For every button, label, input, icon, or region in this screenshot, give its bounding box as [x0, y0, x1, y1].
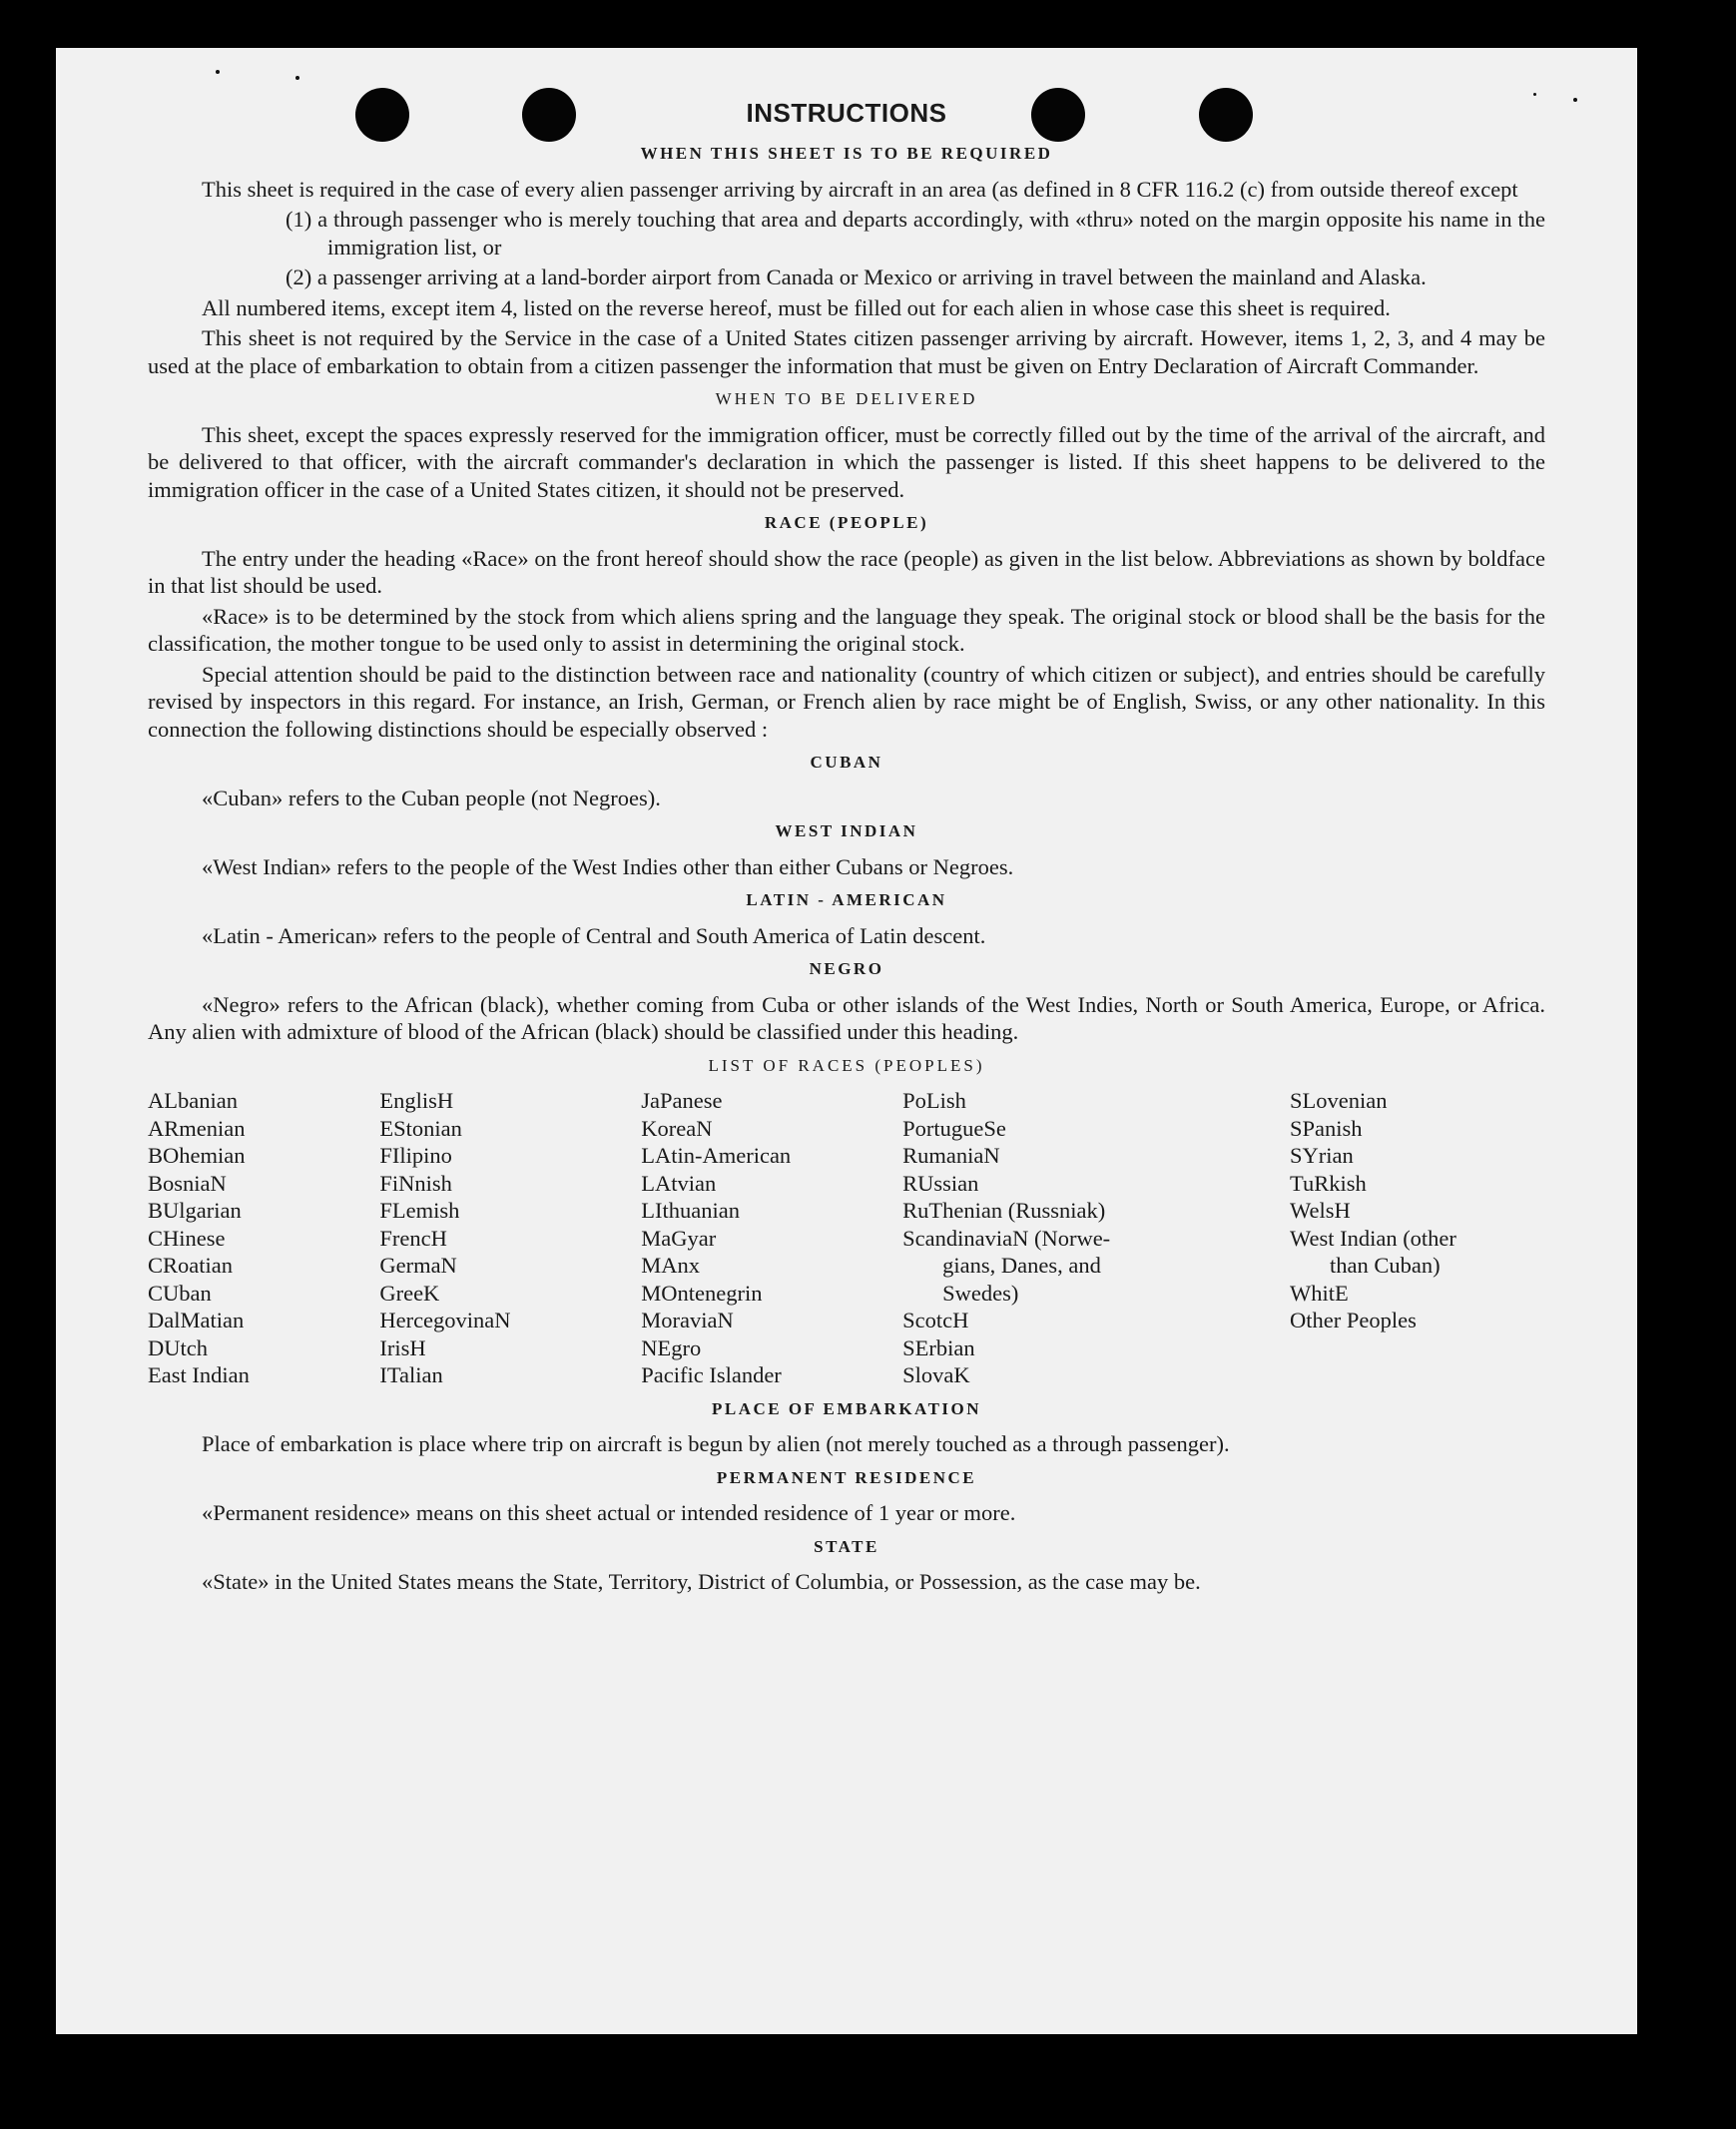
race-entry: SPanish — [1290, 1115, 1363, 1141]
race-entry: than Cuban) — [1330, 1253, 1441, 1278]
race-entry: ITalian — [379, 1362, 443, 1387]
race-entry: NEgro — [641, 1334, 702, 1360]
race-entry: SLovenian — [1290, 1088, 1388, 1113]
race-column — [148, 1087, 379, 1389]
race-entry: PortugueSe — [902, 1115, 1006, 1141]
race-entry: SErbian — [902, 1334, 975, 1360]
paragraph: «West Indian» refers to the people of the West Indies other than either Cubans or Negroes. — [202, 853, 1014, 879]
race-entry: MoraviaN — [641, 1308, 734, 1332]
race-list — [148, 1087, 1545, 1389]
heading-west-indian: WEST INDIAN — [775, 821, 918, 840]
race-entry: SYrian — [1290, 1143, 1354, 1168]
race-entry: LAtvian — [641, 1170, 717, 1196]
paragraph: Place of embarkation is place where trip on aircraft is begun by alien (not merely touched as a through passenger). — [202, 1431, 1230, 1456]
paragraph: «Negro» refers to the African (black), whether coming from Cuba or other islands of the West Indies, North or South America, Europe, or Africa. Any alien with admixture of blood of the African (black) should be classified under this heading. — [148, 991, 1545, 1044]
paragraph: «Permanent residence» means on this sheet actual or intended residence of 1 year or more. — [202, 1500, 1016, 1525]
paragraph: All numbered items, except item 4, listed on the reverse hereof, must be filled out for each alien in whose case this sheet is required. — [202, 294, 1391, 320]
race-entry: KoreaN — [641, 1115, 713, 1141]
race-entry: PoLish — [902, 1088, 966, 1113]
race-entry: FiNnish — [379, 1170, 452, 1196]
document-page — [56, 48, 1637, 2034]
race-entry: ARmenian — [148, 1115, 246, 1141]
race-entry: BUlgarian — [148, 1198, 242, 1223]
race-entry: ScotcH — [902, 1308, 969, 1332]
scan-speck — [295, 76, 299, 80]
race-entry: SlovaK — [902, 1362, 970, 1387]
race-entry: WhitE — [1290, 1280, 1349, 1306]
race-entry: DalMatian — [148, 1308, 245, 1332]
race-entry: MaGyar — [641, 1225, 717, 1251]
race-entry: East Indian — [148, 1362, 250, 1387]
heading-state: STATE — [814, 1536, 879, 1556]
paragraph: «Race» is to be determined by the stock from which aliens spring and the language they speak. The original stock or blood shall be the basis for the classification, the mother tongue to be used only to assist in determining the original stock. — [148, 603, 1545, 656]
race-column — [1290, 1087, 1545, 1389]
race-column — [379, 1087, 641, 1389]
heading-list-of-races: LIST OF RACES (PEOPLES) — [708, 1055, 985, 1075]
race-entry: TuRkish — [1290, 1170, 1367, 1196]
race-entry: gians, Danes, and — [942, 1253, 1101, 1278]
race-entry: GermaN — [379, 1253, 457, 1278]
race-entry: ScandinaviaN (Norwe- — [902, 1225, 1111, 1251]
race-entry: CHinese — [148, 1225, 226, 1251]
race-column — [902, 1087, 1290, 1389]
heading-latin-american: LATIN - AMERICAN — [746, 890, 947, 909]
race-entry: CUban — [148, 1280, 212, 1306]
heading-negro: NEGRO — [809, 959, 884, 978]
race-entry: RUssian — [902, 1170, 979, 1196]
race-entry: MOntenegrin — [641, 1280, 763, 1306]
race-entry: MAnx — [641, 1253, 700, 1278]
race-entry: FrencH — [379, 1225, 447, 1251]
race-entry: EnglisH — [379, 1088, 454, 1113]
heading-when-delivered: WHEN TO BE DELIVERED — [715, 389, 978, 408]
race-column — [641, 1087, 902, 1389]
race-entry: GreeK — [379, 1280, 440, 1306]
race-entry: RuThenian (Russniak) — [902, 1198, 1106, 1223]
instructions-body — [148, 134, 1545, 1599]
race-entry: Other Peoples — [1290, 1308, 1417, 1332]
race-entry: Swedes) — [942, 1280, 1019, 1306]
race-entry: DUtch — [148, 1334, 208, 1360]
race-entry: RumaniaN — [902, 1143, 1000, 1168]
race-entry: LAtin-American — [641, 1143, 792, 1168]
scan-speck — [216, 70, 220, 74]
paragraph: This sheet is required in the case of every alien passenger arriving by aircraft in an area (as defined in 8 CFR 116.2 (c) from outside thereof except — [202, 176, 1518, 202]
paragraph: «Cuban» refers to the Cuban people (not Negroes). — [202, 785, 661, 810]
race-entry: JaPanese — [641, 1088, 723, 1113]
heading-permanent-residence: PERMANENT RESIDENCE — [716, 1467, 977, 1487]
scan-speck — [1533, 93, 1536, 96]
race-entry: FIlipino — [379, 1143, 452, 1168]
race-entry: Pacific Islander — [641, 1362, 782, 1387]
heading-place-of-embarkation: PLACE OF EMBARKATION — [711, 1398, 982, 1418]
race-entry: FLemish — [379, 1198, 460, 1223]
race-entry: BOhemian — [148, 1143, 246, 1168]
race-entry: IrisH — [379, 1334, 426, 1360]
paragraph: The entry under the heading «Race» on the front hereof should show the race (people) as given in the list below. Abbreviations as shown by boldface in that list should be used. — [148, 545, 1545, 598]
paragraph: This sheet is not required by the Service in the case of a United States citizen passenger arriving by aircraft. However, items 1, 2, 3, and 4 may be used at the place of embarkation to obtain from a citizen passenger the information that must be given on Entry Declaration of Aircraft Commander. — [148, 325, 1545, 378]
document-title: INSTRUCTIONS — [746, 98, 947, 128]
paragraph: Special attention should be paid to the distinction between race and nationality (country of which citizen or subject), and entries should be carefully revised by inspectors in this regard. For instance, an Irish, German, or French alien by race might be of English, Swiss, or any other nationality. In this connection the following distinctions should be especially observed : — [148, 661, 1545, 742]
race-entry: HercegovinaN — [379, 1308, 511, 1332]
paragraph: «State» in the United States means the State, Territory, District of Columbia, or Possession, as the case may be. — [202, 1569, 1201, 1594]
heading-cuban: CUBAN — [810, 753, 883, 772]
race-entry: WelsH — [1290, 1198, 1351, 1223]
list-item: (2) a passenger arriving at a land-border airport from Canada or Mexico or arriving in travel between the mainland and Alaska. — [286, 265, 1427, 289]
scan-speck — [1573, 98, 1577, 102]
paragraph: This sheet, except the spaces expressly reserved for the immigration officer, must be correctly filled out by the time of the arrival of the aircraft, and be delivered to that officer, with the aircraft commander's declaration in which the passenger is listed. If this sheet happens to be delivered to the immigration officer in the case of a United States citizen, it should not be preserved. — [148, 421, 1545, 502]
race-entry: LIthuanian — [641, 1198, 740, 1223]
heading-when-required: WHEN THIS SHEET IS TO BE REQUIRED — [640, 144, 1053, 163]
paragraph: «Latin - American» refers to the people of Central and South America of Latin descent. — [202, 922, 986, 948]
list-item: (1) a through passenger who is merely touching that area and departs accordingly, with «thru» noted on the margin opposite his name in the immigration list, or — [286, 207, 1545, 260]
race-entry: CRoatian — [148, 1253, 233, 1278]
race-entry: ALbanian — [148, 1088, 238, 1113]
race-entry: West Indian (other — [1290, 1225, 1456, 1251]
race-entry: EStonian — [379, 1115, 462, 1141]
race-entry: BosniaN — [148, 1170, 227, 1196]
heading-race: RACE (PEOPLE) — [764, 513, 929, 532]
